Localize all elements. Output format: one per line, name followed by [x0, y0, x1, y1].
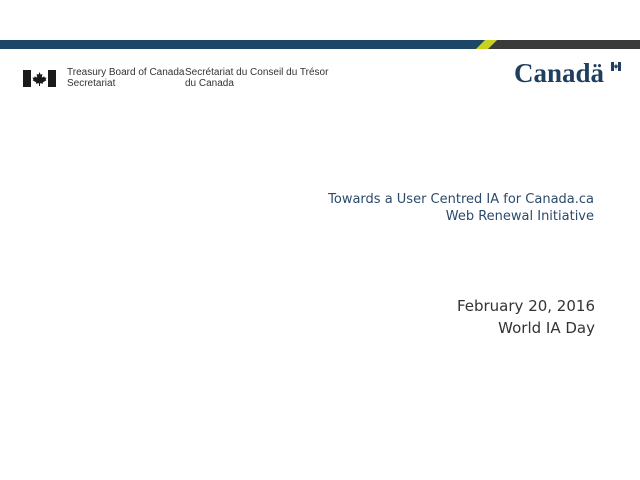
event-details [457, 295, 595, 339]
department-name-english [67, 67, 185, 89]
event-date: February 20, 2016 [456, 297, 595, 315]
canada-wordmark-text: Canadä [514, 58, 605, 88]
department-fr-line-2: du Canada [185, 78, 234, 89]
header-colour-band [0, 40, 640, 49]
department-en-line-2: Secretariat [67, 78, 116, 89]
event-name: World IA Day [498, 319, 595, 337]
title-line-2: Web Renewal Initiative [445, 209, 594, 224]
government-signature [23, 67, 335, 93]
wordmark-flag-icon [611, 62, 621, 71]
department-name-french [185, 67, 335, 89]
presentation-title [328, 191, 594, 225]
title-line-1: Towards a User Centred IA for Canada.ca [328, 192, 594, 207]
canada-flag-icon [23, 70, 56, 87]
department-fr-line-1: Secrétariat du Conseil du Trésor [185, 67, 329, 78]
canada-wordmark [514, 58, 618, 90]
department-en-line-1: Treasury Board of Canada [67, 67, 185, 78]
